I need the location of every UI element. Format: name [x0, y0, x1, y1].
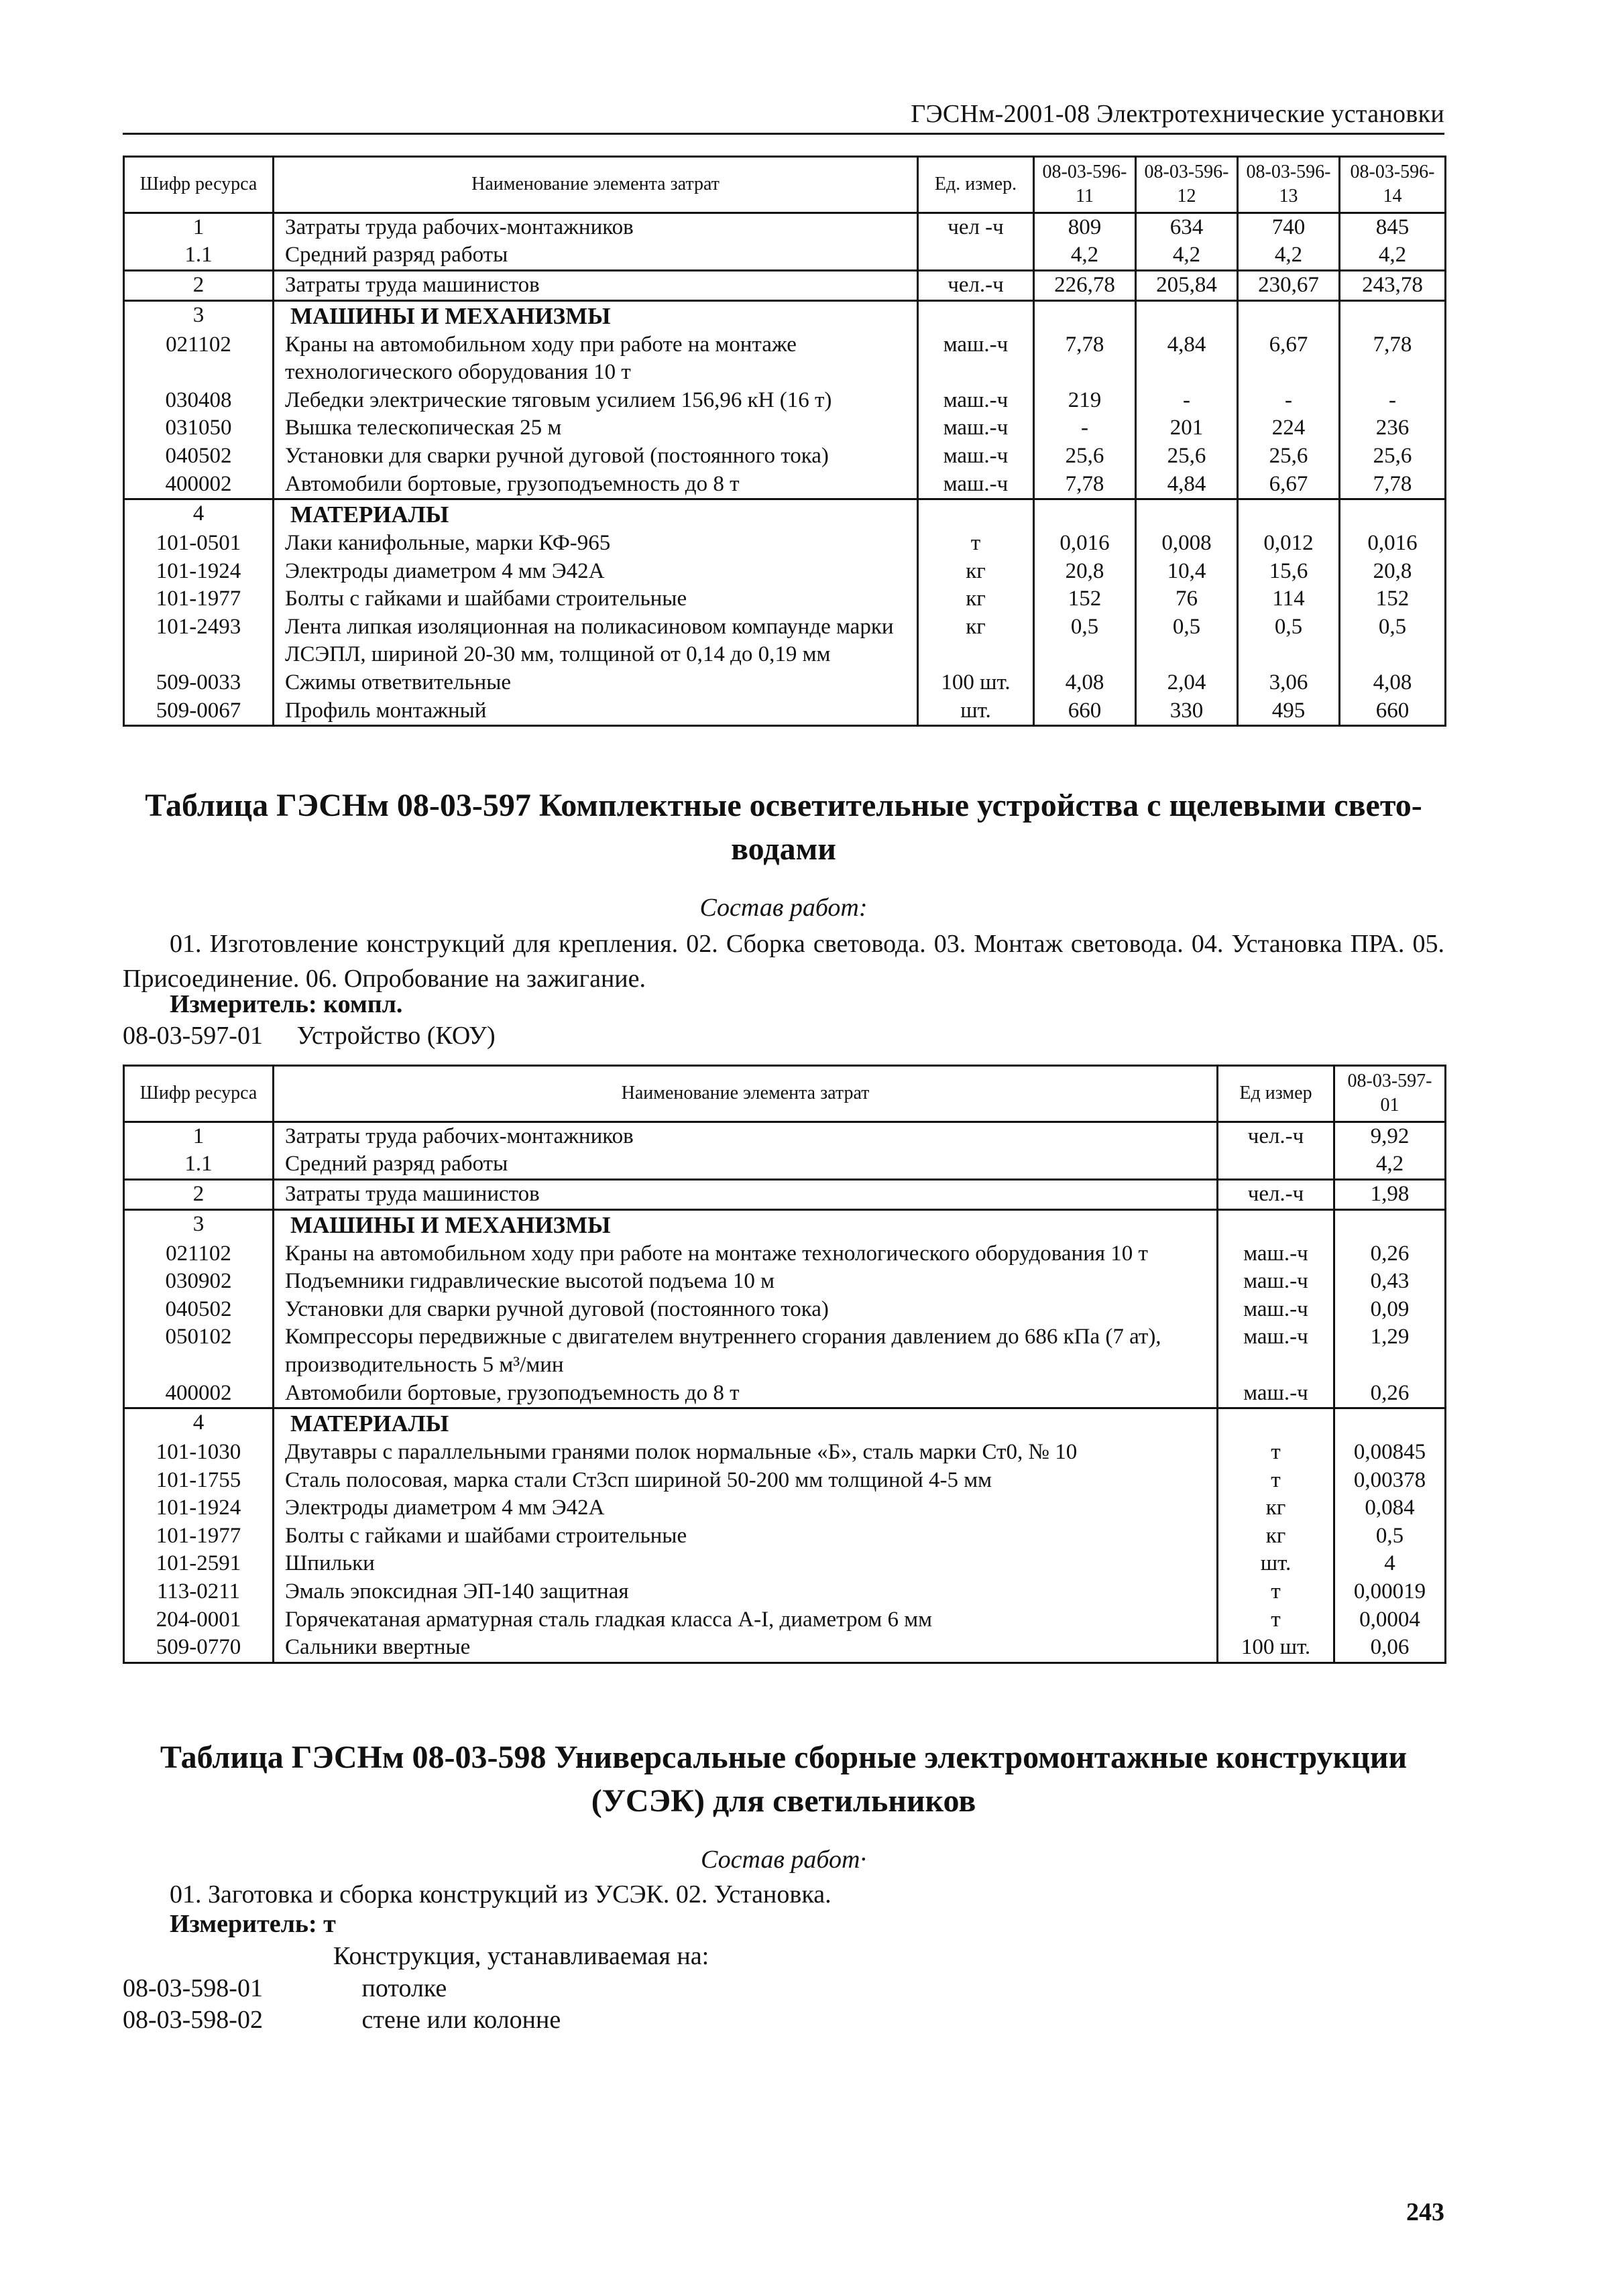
table-row — [124, 1380, 1446, 1408]
table-row — [124, 387, 1446, 415]
norm-value: 660 — [1034, 697, 1136, 726]
resource-unit: кг — [1218, 1494, 1334, 1522]
norm-value: - — [1034, 414, 1136, 442]
table-row — [124, 213, 1446, 241]
table-row — [124, 697, 1446, 726]
norm-value — [1334, 1209, 1446, 1240]
resource-unit: т — [1218, 1439, 1334, 1467]
table-row — [124, 1467, 1446, 1495]
meter-unit: Измеритель: т — [170, 1910, 336, 1938]
norm-value: 0,00019 — [1334, 1578, 1446, 1606]
norm-value: 7,78 — [1034, 331, 1136, 387]
norm-code-line — [123, 2005, 561, 2035]
table-row — [124, 1578, 1446, 1606]
norm-value: 0,5 — [1340, 613, 1446, 669]
resource-unit: кг — [1218, 1522, 1334, 1551]
resource-code: 509-0770 — [124, 1634, 274, 1663]
col-header-unit: Ед. измер. — [918, 157, 1034, 213]
resource-code: 101-1030 — [124, 1439, 274, 1467]
running-header: ГЭСНм-2001-08 Электротехнические установки — [911, 100, 1444, 128]
resource-code: 040502 — [124, 1296, 274, 1324]
resource-unit: 100 шт. — [1218, 1634, 1334, 1663]
resource-code: 050102 — [124, 1323, 274, 1379]
resource-code: 031050 — [124, 414, 274, 442]
norm-value: 330 — [1136, 697, 1238, 726]
resource-unit: маш.-ч — [1218, 1323, 1334, 1379]
resource-code: 4 — [124, 1408, 274, 1439]
resource-code: 4 — [124, 499, 274, 530]
resource-unit: т — [918, 530, 1034, 558]
composition-text: 01. Изготовление конструкций для крепления. 02. Сборка световода. 03. Монтаж световода. 04. Установка ПРА. 05. Присоединение. 06. Опробование на зажигание. — [123, 930, 1444, 993]
norm-value — [1034, 499, 1136, 530]
resource-name: Автомобили бортовые, грузоподъемность до 8 т — [274, 471, 918, 499]
norm-value: 0,5 — [1238, 613, 1340, 669]
resource-unit — [918, 241, 1034, 270]
table-row — [124, 1634, 1446, 1663]
norm-value: 0,5 — [1334, 1522, 1446, 1551]
composition-label: Состав работ· — [701, 1846, 866, 1874]
norm-value — [1136, 300, 1238, 331]
resource-name: Лента липкая изоляционная на поликасиновом компаунде марки ЛСЭПЛ, шириной 20-30 мм, толщиной от 0,14 до 0,19 мм — [274, 613, 918, 669]
resource-code: 040502 — [124, 442, 274, 471]
resource-unit — [1218, 1150, 1334, 1179]
norm-value: 226,78 — [1034, 270, 1136, 300]
table-title-line: (УСЭК) для светильников — [591, 1783, 976, 1819]
resource-name: Сальники ввертные — [274, 1634, 1218, 1663]
resource-unit: шт. — [1218, 1550, 1334, 1578]
table-header-row — [124, 157, 1446, 213]
norm-value — [1034, 300, 1136, 331]
resource-unit: чел.-ч — [918, 270, 1034, 300]
norm-value: 25,6 — [1034, 442, 1136, 471]
norm-value: 236 — [1340, 414, 1446, 442]
resource-name: Краны на автомобильном ходу при работе на монтаже технологического оборудования 10 т — [274, 331, 918, 387]
resource-name: Средний разряд работы — [274, 241, 918, 270]
col-header-norm: 08-03-596-12 — [1136, 157, 1238, 213]
norm-value: 224 — [1238, 414, 1340, 442]
table-row — [124, 1439, 1446, 1467]
norm-value: 76 — [1136, 585, 1238, 613]
table-row — [124, 1122, 1446, 1150]
resource-unit: т — [1218, 1578, 1334, 1606]
norm-value: 0,084 — [1334, 1494, 1446, 1522]
norm-value — [1238, 499, 1340, 530]
resource-name: Автомобили бортовые, грузоподъемность до 8 т — [274, 1380, 1218, 1408]
norm-value: 0,43 — [1334, 1268, 1446, 1296]
norm-value — [1238, 300, 1340, 331]
norm-value: 230,67 — [1238, 270, 1340, 300]
norm-value: 0,016 — [1034, 530, 1136, 558]
resource-unit: маш.-ч — [918, 414, 1034, 442]
col-header-norm: 08-03-596-11 — [1034, 157, 1136, 213]
resource-unit: чел.-ч — [1218, 1179, 1334, 1209]
norm-value — [1136, 499, 1238, 530]
resource-table-596 — [123, 156, 1446, 727]
resource-code: 101-1924 — [124, 1494, 274, 1522]
table-row — [124, 1268, 1446, 1296]
norm-value: 1,29 — [1334, 1323, 1446, 1379]
table-row — [124, 241, 1446, 270]
table-title-598 — [123, 1736, 1444, 1823]
resource-code: 113-0211 — [124, 1578, 274, 1606]
header-rule — [123, 133, 1444, 135]
resource-code: 101-0501 — [124, 530, 274, 558]
resource-code: 101-2493 — [124, 613, 274, 669]
resource-unit: маш.-ч — [1218, 1240, 1334, 1268]
table-title-line: Таблица ГЭСНм 08-03-598 Универсальные сборные электромонтажные конструкции — [160, 1740, 1408, 1775]
resource-code: 101-1977 — [124, 585, 274, 613]
table-row — [124, 1296, 1446, 1324]
resource-code: 021102 — [124, 331, 274, 387]
resource-table-597 — [123, 1065, 1446, 1664]
norm-value: 809 — [1034, 213, 1136, 241]
resource-unit: маш.-ч — [918, 442, 1034, 471]
resource-code: 101-1924 — [124, 558, 274, 586]
resource-unit: шт. — [918, 697, 1034, 726]
norm-value: 10,4 — [1136, 558, 1238, 586]
norm-value: 7,78 — [1034, 471, 1136, 499]
norm-value: - — [1136, 387, 1238, 415]
col-header-norm: 08-03-597-01 — [1334, 1066, 1446, 1122]
resource-name: Болты с гайками и шайбами строительные — [274, 1522, 1218, 1551]
resource-name: Затраты труда рабочих-монтажников — [274, 213, 918, 241]
resource-code: 2 — [124, 270, 274, 300]
table-row — [124, 1240, 1446, 1268]
section-heading: МАШИНЫ И МЕХАНИЗМЫ — [274, 300, 918, 331]
norm-value: 0,26 — [1334, 1240, 1446, 1268]
norm-value: 0,26 — [1334, 1380, 1446, 1408]
resource-unit: маш.-ч — [1218, 1268, 1334, 1296]
table-title-597 — [123, 784, 1444, 871]
table-row — [124, 669, 1446, 697]
norm-code-label: потолке — [361, 1974, 447, 2002]
norm-value: 4,08 — [1034, 669, 1136, 697]
resource-unit — [1218, 1209, 1334, 1240]
norm-value: 0,00845 — [1334, 1439, 1446, 1467]
table-title-line: водами — [731, 831, 836, 867]
norm-value: 0,5 — [1136, 613, 1238, 669]
table-row — [124, 442, 1446, 471]
table-row — [124, 471, 1446, 499]
resource-unit: маш.-ч — [918, 387, 1034, 415]
norm-code-label: стене или колонне — [361, 2006, 561, 2034]
col-header-unit: Ед измер — [1218, 1066, 1334, 1122]
norm-value: 6,67 — [1238, 471, 1340, 499]
col-header-norm: 08-03-596-14 — [1340, 157, 1446, 213]
table-row — [124, 1522, 1446, 1551]
resource-code: 400002 — [124, 1380, 274, 1408]
table-row — [124, 1494, 1446, 1522]
norm-value: 4,84 — [1136, 331, 1238, 387]
norm-value: 25,6 — [1238, 442, 1340, 471]
resource-name: Средний разряд работы — [274, 1150, 1218, 1179]
section-heading: МАТЕРИАЛЫ — [274, 499, 918, 530]
resource-code: 101-1977 — [124, 1522, 274, 1551]
norm-value: 4,2 — [1334, 1150, 1446, 1179]
resource-code: 030408 — [124, 387, 274, 415]
norm-value: 0,008 — [1136, 530, 1238, 558]
composition-label: Состав работ: — [699, 894, 868, 922]
resource-code: 1 — [124, 1122, 274, 1150]
norm-value: 205,84 — [1136, 270, 1238, 300]
norm-value: 152 — [1034, 585, 1136, 613]
norm-value: 15,6 — [1238, 558, 1340, 586]
norm-value: 0,016 — [1340, 530, 1446, 558]
resource-name: Болты с гайками и шайбами строительные — [274, 585, 918, 613]
resource-unit: чел.-ч — [1218, 1122, 1334, 1150]
table-row — [124, 414, 1446, 442]
table-row — [124, 558, 1446, 586]
resource-code: 509-0067 — [124, 697, 274, 726]
norm-code-line — [123, 1021, 496, 1050]
table-row — [124, 1606, 1446, 1634]
resource-unit: т — [1218, 1606, 1334, 1634]
norm-value: 219 — [1034, 387, 1136, 415]
resource-code: 030902 — [124, 1268, 274, 1296]
col-header-norm: 08-03-596-13 — [1238, 157, 1340, 213]
norm-value: 845 — [1340, 213, 1446, 241]
resource-code: 2 — [124, 1179, 274, 1209]
resource-code: 204-0001 — [124, 1606, 274, 1634]
norm-value: 4,2 — [1034, 241, 1136, 270]
resource-unit: маш.-ч — [918, 471, 1034, 499]
norm-value: 114 — [1238, 585, 1340, 613]
norm-value: 3,06 — [1238, 669, 1340, 697]
page-number: 243 — [1406, 2198, 1444, 2226]
resource-name: Затраты труда машинистов — [274, 270, 918, 300]
norm-value: 0,012 — [1238, 530, 1340, 558]
table-row — [124, 530, 1446, 558]
norm-value: 4,2 — [1238, 241, 1340, 270]
norm-value: 243,78 — [1340, 270, 1446, 300]
resource-name: Затраты труда машинистов — [274, 1179, 1218, 1209]
norm-value: 7,78 — [1340, 471, 1446, 499]
resource-name: Лаки канифольные, марки КФ-965 — [274, 530, 918, 558]
resource-name: Горячекатаная арматурная сталь гладкая класса А-I, диаметром 6 мм — [274, 1606, 1218, 1634]
section-row — [124, 499, 1446, 530]
norm-value: 201 — [1136, 414, 1238, 442]
col-header-name: Наименование элемента затрат — [274, 157, 918, 213]
norm-value: 495 — [1238, 697, 1340, 726]
table-title-line: Таблица ГЭСНм 08-03-597 Комплектные осветительные устройства с щелевыми свето- — [145, 788, 1422, 823]
resource-unit: маш.-ч — [1218, 1380, 1334, 1408]
resource-unit: 100 шт. — [918, 669, 1034, 697]
table-row — [124, 1323, 1446, 1379]
resource-name: Краны на автомобильном ходу при работе на монтаже технологического оборудования 10 т — [274, 1240, 1218, 1268]
norm-value: 4,2 — [1136, 241, 1238, 270]
norm-value: 0,09 — [1334, 1296, 1446, 1324]
norm-value: 740 — [1238, 213, 1340, 241]
section-heading: МАШИНЫ И МЕХАНИЗМЫ — [274, 1209, 1218, 1240]
norm-value: 0,0004 — [1334, 1606, 1446, 1634]
resource-name: Сжимы ответвительные — [274, 669, 918, 697]
norm-value: 1,98 — [1334, 1179, 1446, 1209]
section-row — [124, 1209, 1446, 1240]
resource-name: Вышка телескопическая 25 м — [274, 414, 918, 442]
resource-code: 1 — [124, 213, 274, 241]
norm-code: 08-03-598-01 — [123, 1974, 263, 2002]
col-header-name: Наименование элемента затрат — [274, 1066, 1218, 1122]
norm-value: 0,5 — [1034, 613, 1136, 669]
table-row — [124, 613, 1446, 669]
norm-value: - — [1238, 387, 1340, 415]
resource-name: Лебедки электрические тяговым усилием 156,96 кН (16 т) — [274, 387, 918, 415]
resource-unit — [918, 300, 1034, 331]
resource-name: Шпильки — [274, 1550, 1218, 1578]
resource-code: 1.1 — [124, 241, 274, 270]
section-row — [124, 1408, 1446, 1439]
norm-value — [1340, 499, 1446, 530]
construction-intro: Конструкция, устанавливаемая на: — [333, 1942, 709, 1970]
resource-name: Эмаль эпоксидная ЭП-140 защитная — [274, 1578, 1218, 1606]
resource-code: 101-1755 — [124, 1467, 274, 1495]
norm-value: 660 — [1340, 697, 1446, 726]
resource-name: Электроды диаметром 4 мм Э42А — [274, 1494, 1218, 1522]
resource-code: 1.1 — [124, 1150, 274, 1179]
resource-unit — [1218, 1408, 1334, 1439]
table-row — [124, 331, 1446, 387]
resource-code: 400002 — [124, 471, 274, 499]
norm-code-line — [123, 1974, 447, 2003]
norm-value: 2,04 — [1136, 669, 1238, 697]
norm-value: 20,8 — [1034, 558, 1136, 586]
table-row — [124, 1150, 1446, 1179]
norm-value — [1340, 300, 1446, 331]
norm-value: 6,67 — [1238, 331, 1340, 387]
resource-name: Профиль монтажный — [274, 697, 918, 726]
resource-name: Затраты труда рабочих-монтажников — [274, 1122, 1218, 1150]
section-row — [124, 300, 1446, 331]
norm-code-label: Устройство (КОУ) — [296, 1022, 496, 1050]
resource-unit: маш.-ч — [918, 331, 1034, 387]
norm-value: 20,8 — [1340, 558, 1446, 586]
resource-code: 3 — [124, 1209, 274, 1240]
table-row — [124, 1550, 1446, 1578]
norm-value: 0,00378 — [1334, 1467, 1446, 1495]
norm-value — [1334, 1408, 1446, 1439]
section-heading: МАТЕРИАЛЫ — [274, 1408, 1218, 1439]
resource-unit: кг — [918, 585, 1034, 613]
norm-value: 25,6 — [1136, 442, 1238, 471]
norm-value: - — [1340, 387, 1446, 415]
norm-value: 4,2 — [1340, 241, 1446, 270]
norm-value: 4 — [1334, 1550, 1446, 1578]
table-row — [124, 270, 1446, 300]
resource-name: Электроды диаметром 4 мм Э42А — [274, 558, 918, 586]
resource-unit: т — [1218, 1467, 1334, 1495]
resource-name: Компрессоры передвижные с двигателем внутреннего сгорания давлением до 686 кПа (7 ат), производительность 5 м³/мин — [274, 1323, 1218, 1379]
col-header-code: Шифр ресурса — [124, 157, 274, 213]
resource-unit: кг — [918, 558, 1034, 586]
resource-code: 3 — [124, 300, 274, 331]
resource-name: Установки для сварки ручной дуговой (постоянного тока) — [274, 1296, 1218, 1324]
composition-text: 01. Заготовка и сборка конструкций из УСЭК. 02. Установка. — [170, 1880, 832, 1909]
col-header-code: Шифр ресурса — [124, 1066, 274, 1122]
resource-code: 101-2591 — [124, 1550, 274, 1578]
norm-code: 08-03-598-02 — [123, 2006, 263, 2034]
resource-name: Двутавры с параллельными гранями полок нормальные «Б», сталь марки Ст0, № 10 — [274, 1439, 1218, 1467]
resource-name: Установки для сварки ручной дуговой (постоянного тока) — [274, 442, 918, 471]
resource-code: 021102 — [124, 1240, 274, 1268]
norm-value: 4,84 — [1136, 471, 1238, 499]
meter-unit: Измеритель: компл. — [170, 990, 403, 1018]
norm-value: 634 — [1136, 213, 1238, 241]
norm-code: 08-03-597-01 — [123, 1022, 263, 1050]
norm-value: 0,06 — [1334, 1634, 1446, 1663]
resource-unit — [918, 499, 1034, 530]
resource-unit: кг — [918, 613, 1034, 669]
resource-unit: маш.-ч — [1218, 1296, 1334, 1324]
norm-value: 4,08 — [1340, 669, 1446, 697]
table-row — [124, 1179, 1446, 1209]
norm-value: 152 — [1340, 585, 1446, 613]
resource-unit: чел -ч — [918, 213, 1034, 241]
resource-code: 509-0033 — [124, 669, 274, 697]
table-row — [124, 585, 1446, 613]
resource-name: Подъемники гидравлические высотой подъема 10 м — [274, 1268, 1218, 1296]
norm-value: 9,92 — [1334, 1122, 1446, 1150]
resource-name: Сталь полосовая, марка стали Ст3сп шириной 50-200 мм толщиной 4-5 мм — [274, 1467, 1218, 1495]
norm-value: 25,6 — [1340, 442, 1446, 471]
norm-value: 7,78 — [1340, 331, 1446, 387]
table-header-row — [124, 1066, 1446, 1122]
